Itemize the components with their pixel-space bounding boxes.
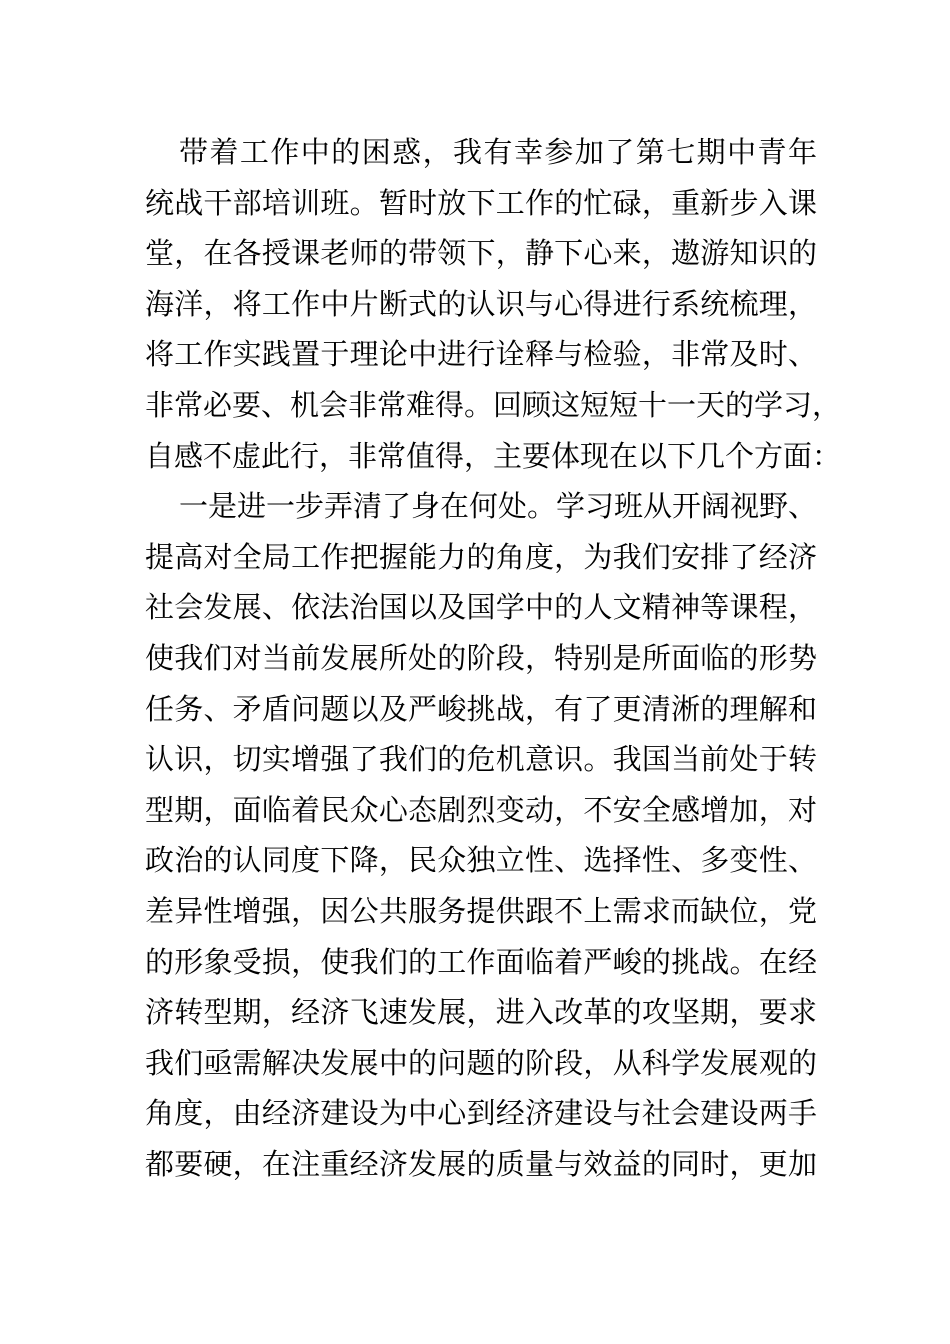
text-line: 我们亟需解决发展中的问题的阶段，从科学发展观的 xyxy=(145,1045,817,1080)
text-line: 堂，在各授课老师的带领下，静下心来，遨游知识的 xyxy=(145,236,817,271)
text-line: 的形象受损，使我们的工作面临着严峻的挑战。在经 xyxy=(145,944,817,979)
text-line: 非常必要、机会非常难得。回顾这短短十一天的学习， xyxy=(145,387,842,422)
paragraph-2 xyxy=(145,481,817,1189)
text-line: 差异性增强，因公共服务提供跟不上需求而缺位，党 xyxy=(145,893,817,928)
text-line: 任务、矛盾问题以及严峻挑战，有了更清淅的理解和 xyxy=(145,691,817,726)
text-line: 政治的认同度下降，民众独立性、选择性、多变性、 xyxy=(145,843,817,878)
text-line: 统战干部培训班。暂时放下工作的忙碌，重新步入课 xyxy=(145,185,817,220)
body-text xyxy=(145,127,842,1189)
text-line: 使我们对当前发展所处的阶段，特别是所面临的形势 xyxy=(145,640,817,675)
text-line: 提高对全局工作把握能力的角度，为我们安排了经济 xyxy=(145,539,817,574)
text-line: 都要硬，在注重经济发展的质量与效益的同时，更加 xyxy=(145,1146,817,1181)
text-line: 角度，由经济建设为中心到经济建设与社会建设两手 xyxy=(145,1096,817,1131)
text-line: 自感不虚此行，非常值得，主要体现在以下几个方面： xyxy=(145,438,842,473)
paragraph-1 xyxy=(145,127,842,481)
text-line: 型期，面临着民众心态剧烈变动，不安全感增加，对 xyxy=(145,792,817,827)
text-line: 海洋，将工作中片断式的认识与心得进行系统梳理， xyxy=(145,286,817,321)
text-line: 将工作实践置于理论中进行诠释与检验，非常及时、 xyxy=(145,337,817,372)
text-line: 社会发展、依法治国以及国学中的人文精神等课程， xyxy=(145,590,817,625)
text-line: 一是进一步弄清了身在何处。学习班从开阔视野、 xyxy=(179,489,818,524)
text-line: 济转型期，经济飞速发展，进入改革的攻坚期，要求 xyxy=(145,995,817,1030)
text-line: 认识，切实增强了我们的危机意识。我国当前处于转 xyxy=(145,742,817,777)
text-line: 带着工作中的困惑，我有幸参加了第七期中青年 xyxy=(179,135,817,169)
